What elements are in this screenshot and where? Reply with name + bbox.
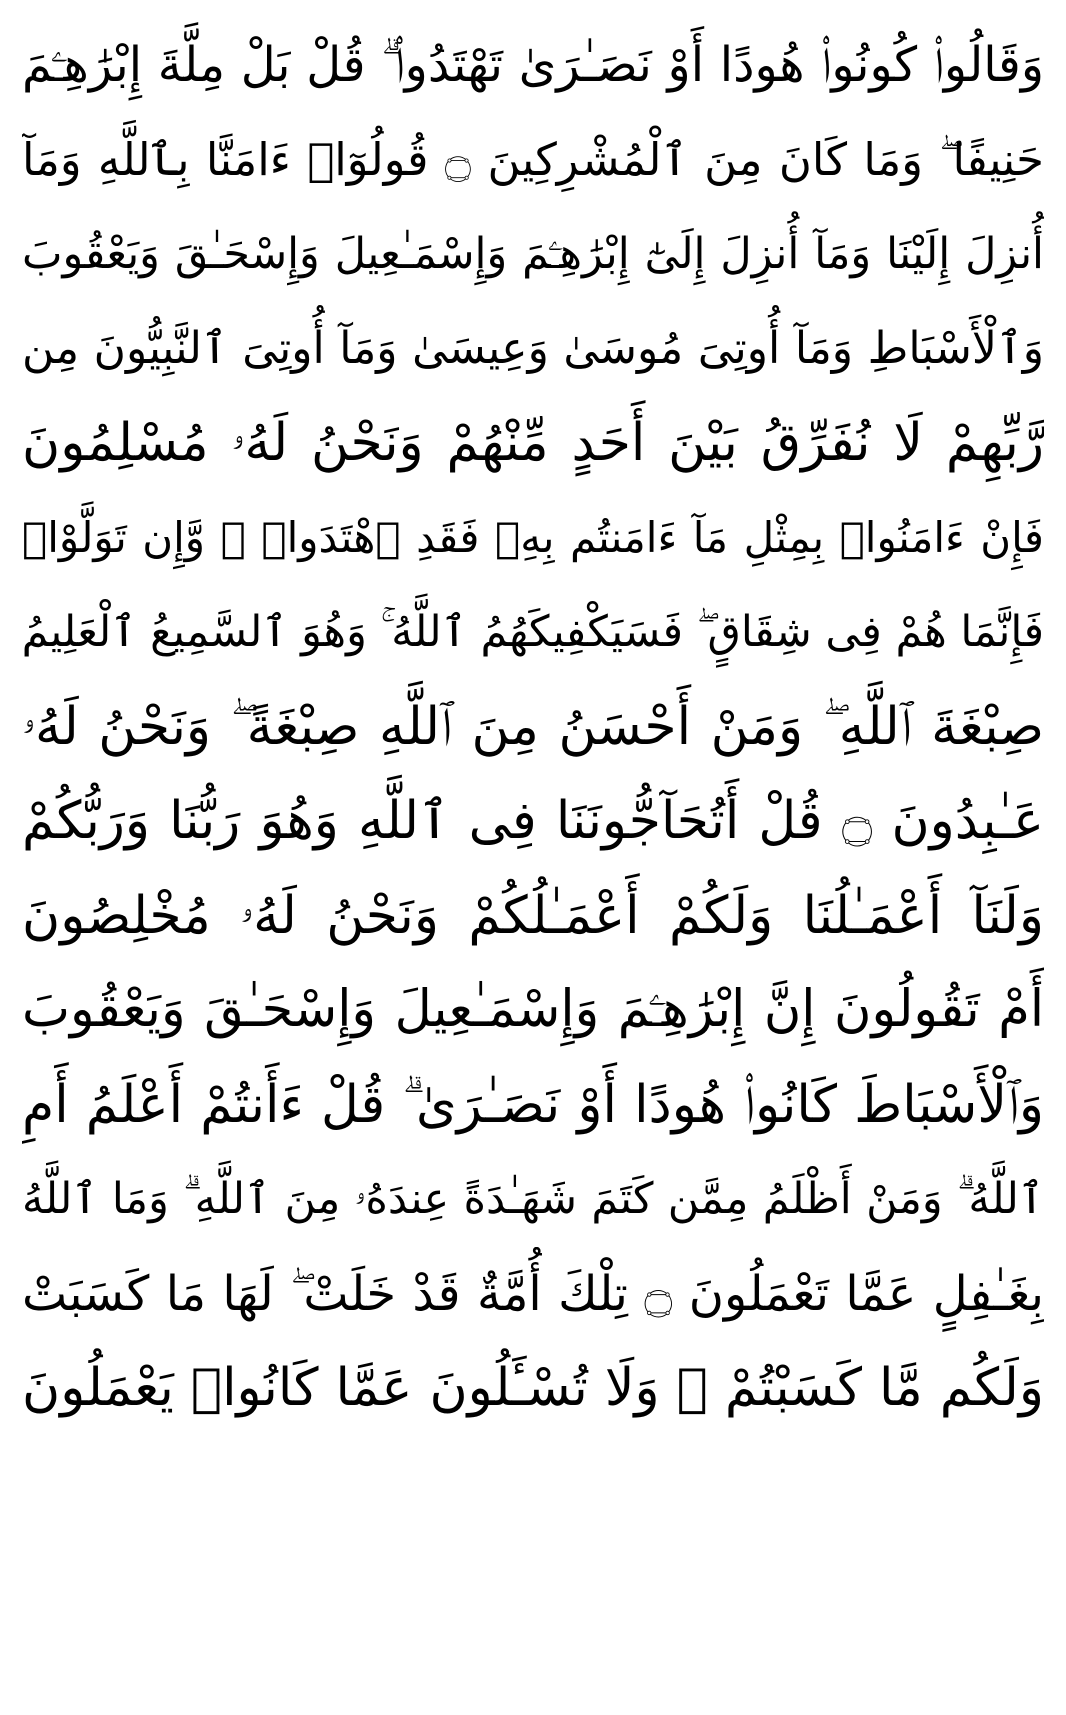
verse-line-4: وَٱلْأَسْبَاطِ وَمَآ أُوتِىَ مُوسَىٰ وَعِيسَىٰ وَمَآ أُوتِىَ ٱلنَّبِيُّونَ مِن	[22, 322, 1044, 374]
verse-line-9: عَـٰبِدُونَ ۝ قُلْ أَتُحَآجُّونَنَا فِى ٱللَّهِ وَهُوَ رَبُّنَا وَرَبُّكُمْ	[22, 791, 1044, 851]
verse-line-11: أَمْ تَقُولُونَ إِنَّ إِبْرَٰهِـۧمَ وَإِسْمَـٰعِيلَ وَإِسْحَـٰقَ وَيَعْقُوبَ	[22, 980, 1044, 1039]
verse-line-10: وَلَنَآ أَعْمَـٰلُنَا وَلَكُمْ أَعْمَـٰلُكُمْ وَنَحْنُ لَهُۥ مُخْلِصُونَ	[22, 885, 1044, 946]
verse-line-13: ٱللَّهُ ۗ وَمَنْ أَظْلَمُ مِمَّن كَتَمَ شَهَـٰدَةً عِندَهُۥ مِنَ ٱللَّهِ ۗ وَمَا ٱللَّهُ	[22, 1174, 1044, 1224]
verse-line-12: وَٱلْأَسْبَاطَ كَانُوا۟ هُودًا أَوْ نَصَـٰرَىٰ ۗ قُلْ ءَأَنتُمْ أَعْلَمُ أَمِ	[22, 1074, 1044, 1135]
verse-line-8: صِبْغَةَ ٱللَّهِ ۖ وَمَنْ أَحْسَنُ مِنَ ٱللَّهِ صِبْغَةً ۖ وَنَحْنُ لَهُۥ	[22, 696, 1044, 757]
verse-lines	[22, 18, 1044, 1436]
verse-line-7: فَإِنَّمَا هُمْ فِى شِقَاقٍ ۖ فَسَيَكْفِيكَهُمُ ٱللَّهُ ۚ وَهُوَ ٱلسَّمِيعُ ٱلْعَلِيمُ	[22, 607, 1044, 657]
verse-line-5: رَّبِّهِمْ لَا نُفَرِّقُ بَيْنَ أَحَدٍ مِّنْهُمْ وَنَحْنُ لَهُۥ مُسْلِمُونَ	[22, 413, 1044, 473]
verse-line-2: حَنِيفًا ۖ وَمَا كَانَ مِنَ ٱلْمُشْرِكِينَ ۝ قُولُوٓا۟ ءَامَنَّا بِٱللَّهِ وَمَآ	[22, 132, 1044, 186]
verse-line-15: وَلَكُم مَّا كَسَبْتُمْ ۖ وَلَا تُسْـَٔلُونَ عَمَّا كَانُوا۟ يَعْمَلُونَ	[22, 1358, 1044, 1418]
verse-line-3: أُنزِلَ إِلَيْنَا وَمَآ أُنزِلَ إِلَىٰٓ إِبْرَٰهِـۧمَ وَإِسْمَـٰعِيلَ وَإِسْحَـٰقَ وَيَعْقُوبَ	[22, 229, 1044, 279]
verse-line-1: وَقَالُوا۟ كُونُوا۟ هُودًا أَوْ نَصَـٰرَىٰ تَهْتَدُوا۟ ۗ قُلْ بَلْ مِلَّةَ إِبْرَٰهِـۧمَ	[22, 37, 1044, 93]
verse-line-14: بِغَـٰفِلٍ عَمَّا تَعْمَلُونَ ۝ تِلْكَ أُمَّةٌ قَدْ خَلَتْ ۖ لَهَا مَا كَسَبَتْ	[22, 1265, 1044, 1322]
verse-line-6: فَإِنْ ءَامَنُوا۟ بِمِثْلِ مَآ ءَامَنتُم بِهِۦ فَقَدِ ٱهْتَدَوا۟ ۖ وَّإِن تَوَلَّوْا۟	[22, 512, 1044, 562]
